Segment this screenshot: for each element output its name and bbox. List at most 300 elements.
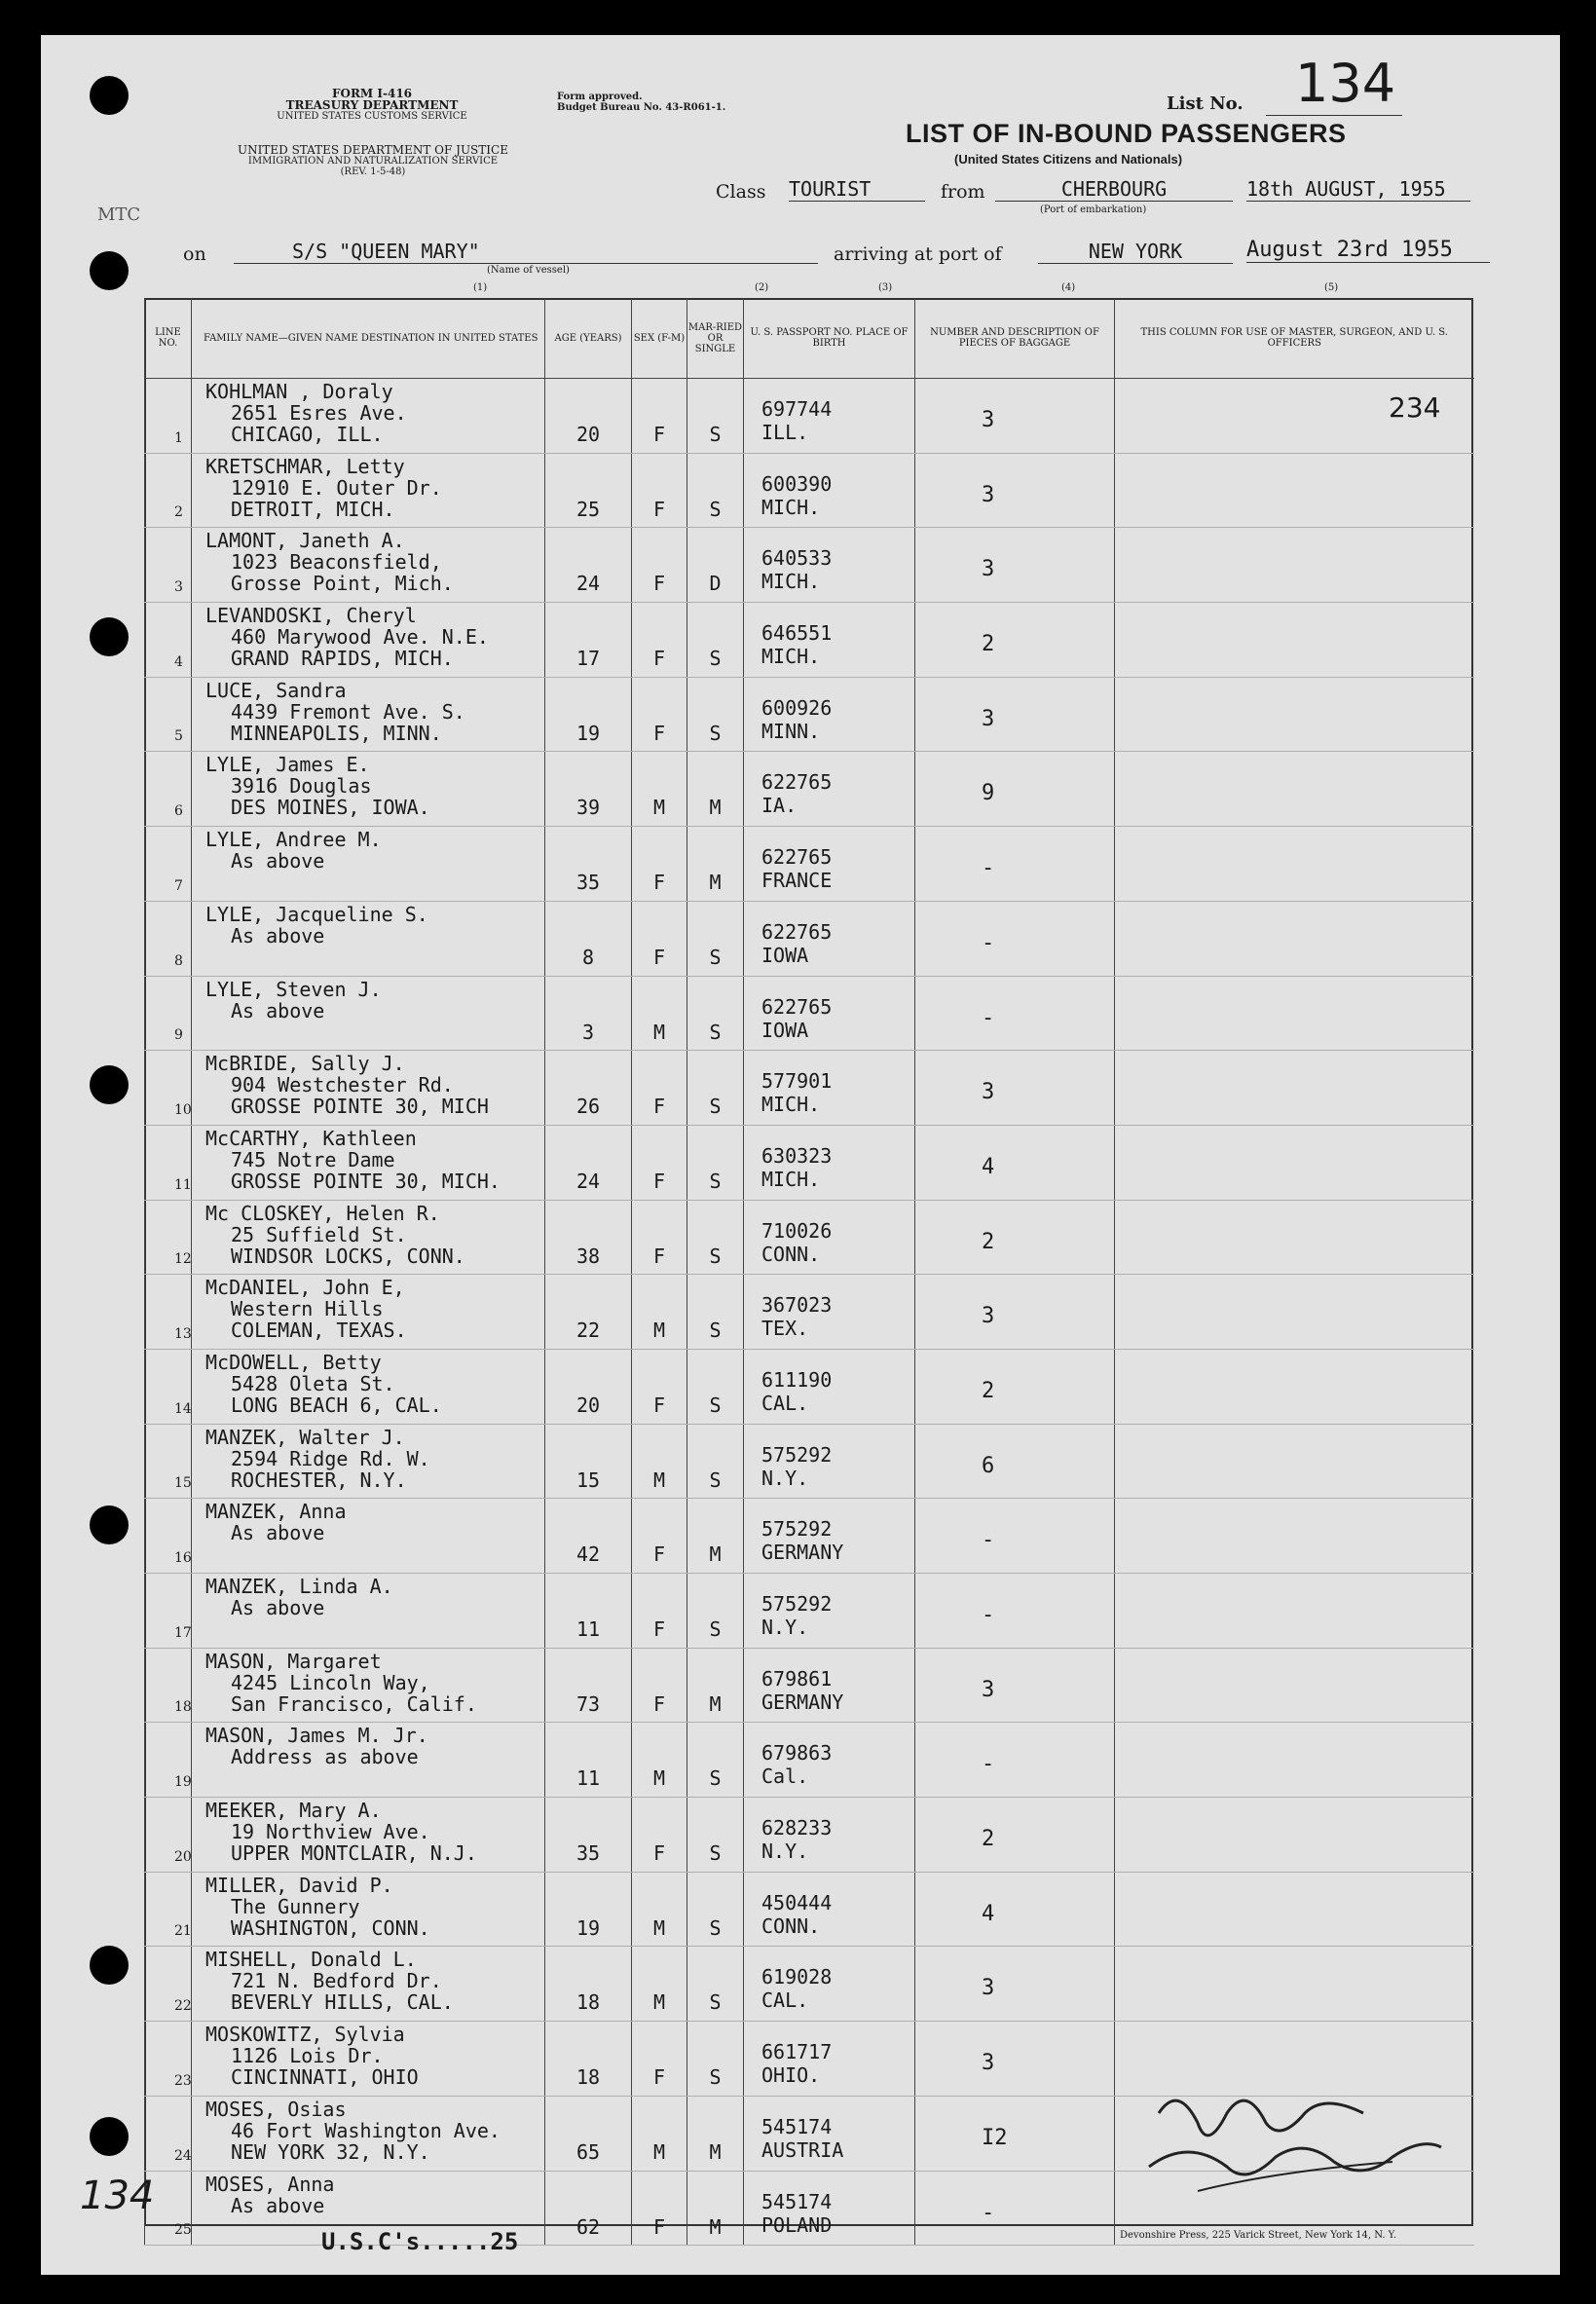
age-cell [545, 752, 632, 827]
line-cell [145, 1275, 192, 1350]
sex-cell [632, 1723, 687, 1798]
name-cell [192, 901, 545, 976]
age-value: 24 [575, 1169, 601, 1193]
age-cell [545, 1051, 632, 1126]
line-cell [145, 1051, 192, 1126]
table-row [145, 1798, 1474, 1873]
age-cell [545, 453, 632, 528]
place-of-birth: ILL. [761, 421, 809, 444]
baggage-count: 3 [982, 1304, 995, 1329]
place-of-birth: POLAND [761, 2212, 833, 2237]
age-value: 24 [575, 572, 601, 596]
age-cell [545, 528, 632, 603]
passport-cell [744, 2171, 915, 2246]
line-number: 24 [174, 2147, 192, 2164]
from-value: CHERBOURG [995, 177, 1233, 202]
baggage-count: 3 [982, 1976, 995, 2001]
marital-cell [687, 827, 744, 902]
baggage-count: 3 [982, 706, 995, 731]
marital-cell [687, 1275, 744, 1350]
table-row [145, 1947, 1474, 2022]
embark-note: (Port of embarkation) [1040, 204, 1147, 215]
marital-value: S [709, 1244, 722, 1268]
punch-hole [90, 76, 129, 115]
marital-cell [687, 2022, 744, 2097]
line-number: 19 [174, 1774, 192, 1791]
address-line-1: 2594 Ridge Rd. W. [231, 1446, 430, 1470]
line-number: 13 [174, 1325, 192, 1342]
sex-value: F [652, 1841, 666, 1866]
baggage-cell [915, 528, 1115, 603]
table-row [145, 603, 1474, 678]
baggage-count: 3 [982, 1677, 995, 1702]
line-cell [145, 1349, 192, 1424]
name-cell [192, 1723, 545, 1798]
line-number: 25 [174, 2222, 192, 2239]
baggage-count: 2 [982, 632, 995, 657]
passenger-name: MILLER, David P. [205, 1873, 393, 1897]
address-line-1: 2651 Esres Ave. [231, 401, 407, 425]
passenger-name: McDOWELL, Betty [205, 1350, 382, 1374]
address-line-1: 12910 E. Outer Dr. [231, 475, 442, 500]
place-of-birth: MICH. [761, 1167, 821, 1191]
address-line-2: ROCHESTER, N.Y. [231, 1468, 407, 1492]
sex-cell [632, 1648, 687, 1723]
remarks-cell [1115, 677, 1474, 752]
name-cell [192, 2022, 545, 2097]
line-number: 8 [174, 952, 183, 969]
remarks-cell [1115, 528, 1474, 603]
address-line-2: MINNEAPOLIS, MINN. [231, 721, 442, 745]
age-value: 35 [575, 871, 601, 895]
marital-value: D [709, 572, 722, 596]
baggage-count: - [982, 1528, 995, 1553]
line-cell [145, 1648, 192, 1723]
baggage-count: 4 [982, 1901, 995, 1926]
baggage-count: - [982, 1005, 995, 1030]
place-of-birth: FRANCE [761, 869, 833, 893]
marital-value: M [709, 1691, 722, 1716]
sex-value: M [652, 1915, 666, 1940]
passport-number: 622765 [761, 994, 833, 1019]
passport-cell [744, 677, 915, 752]
age-value: 11 [575, 1617, 601, 1641]
marital-value: M [709, 1542, 722, 1567]
sex-value: M [652, 1319, 666, 1343]
address-line-2: WASHINGTON, CONN. [231, 1915, 430, 1940]
baggage-count: 3 [982, 408, 995, 432]
marital-value: S [709, 1393, 722, 1417]
marital-cell [687, 2171, 744, 2246]
place-of-birth: N.Y. [761, 1839, 809, 1864]
line-cell [145, 1125, 192, 1200]
age-value: 15 [575, 1468, 601, 1492]
marital-cell [687, 453, 744, 528]
passenger-name: MOSES, Anna [205, 2172, 335, 2196]
age-cell [545, 2171, 632, 2246]
passport-number: 640533 [761, 546, 833, 571]
passport-number: 575292 [761, 1592, 833, 1616]
passport-cell [744, 1125, 915, 1200]
signature-scribble [1139, 2074, 1461, 2211]
baggage-cell [915, 1574, 1115, 1649]
line-cell [145, 1200, 192, 1275]
name-cell [192, 603, 545, 678]
punch-hole [90, 1946, 129, 1985]
marital-value: S [709, 945, 722, 969]
remarks-cell [1115, 901, 1474, 976]
address-line-1: 25 Suffield St. [231, 1222, 407, 1246]
place-of-birth: IOWA [761, 1018, 809, 1042]
line-number: 17 [174, 1624, 192, 1641]
marital-cell [687, 1499, 744, 1574]
passport-number: 577901 [761, 1069, 833, 1094]
passenger-name: KOHLMAN , Doraly [205, 380, 393, 403]
line-cell [145, 2022, 192, 2097]
marital-cell [687, 1648, 744, 1723]
remarks-cell [1115, 1349, 1474, 1424]
address-line-1: 904 Westchester Rd. [231, 1073, 454, 1097]
passenger-name: MANZEK, Anna [205, 1500, 347, 1524]
age-cell [545, 1574, 632, 1649]
marital-value: S [709, 647, 722, 671]
address-line-2: NEW YORK 32, N.Y. [231, 2139, 430, 2164]
sex-value: F [652, 1095, 666, 1119]
embark-date: 18th AUGUST, 1955 [1246, 177, 1470, 202]
address-line-2: San Francisco, Calif. [231, 1691, 477, 1716]
line-number: 14 [174, 1400, 192, 1417]
sex-value: F [652, 647, 666, 671]
marital-value: M [709, 2139, 722, 2164]
passport-number: 679861 [761, 1666, 833, 1691]
table-row [145, 379, 1474, 454]
baggage-cell [915, 1125, 1115, 1200]
line-number: 20 [174, 1848, 192, 1865]
line-cell [145, 379, 192, 454]
baggage-count: 6 [982, 1453, 995, 1478]
sex-value: F [652, 1617, 666, 1641]
treasury-dept: TREASURY DEPARTMENT [285, 98, 459, 112]
marital-cell [687, 1200, 744, 1275]
table-row [145, 528, 1474, 603]
baggage-cell [915, 901, 1115, 976]
sex-value: M [652, 1766, 666, 1791]
sex-cell [632, 1872, 687, 1947]
age-value: 20 [575, 1393, 601, 1417]
passport-cell [744, 1499, 915, 1574]
marital-value: S [709, 423, 722, 446]
sex-value: F [652, 945, 666, 969]
name-cell [192, 528, 545, 603]
age-cell [545, 827, 632, 902]
age-value: 19 [575, 1915, 601, 1940]
line-cell [145, 528, 192, 603]
age-cell [545, 1499, 632, 1574]
baggage-cell [915, 453, 1115, 528]
remarks-cell [1115, 1872, 1474, 1947]
sex-value: F [652, 2065, 666, 2090]
passport-number: 545174 [761, 2189, 833, 2213]
remarks-cell [1115, 1499, 1474, 1574]
passport-cell [744, 976, 915, 1051]
form-header-left [255, 88, 489, 122]
marital-value: M [709, 2214, 722, 2239]
class-value: TOURIST [789, 177, 925, 202]
age-value: 42 [575, 1542, 601, 1567]
table-row [145, 1424, 1474, 1499]
sex-cell [632, 752, 687, 827]
address-line-1: 46 Fort Washington Ave. [231, 2118, 501, 2142]
passport-number: 646551 [761, 621, 833, 646]
age-cell [545, 1798, 632, 1873]
baggage-count: - [982, 2200, 995, 2225]
address-line-1: The Gunnery [231, 1894, 360, 1918]
passenger-name: LUCE, Sandra [205, 678, 347, 702]
sex-cell [632, 2022, 687, 2097]
table-row [145, 1648, 1474, 1723]
address-line-1: 1126 Lois Dr. [231, 2044, 384, 2068]
passport-cell [744, 827, 915, 902]
table-row [145, 1125, 1474, 1200]
remarks-cell [1115, 1574, 1474, 1649]
sex-cell [632, 1574, 687, 1649]
marital-value: S [709, 1169, 722, 1193]
baggage-count: 3 [982, 482, 995, 507]
passenger-name: MOSES, Osias [205, 2097, 347, 2121]
col-name: FAMILY NAME—GIVEN NAME DESTINATION IN UNITED STATES [192, 298, 545, 379]
line-number: 6 [174, 803, 183, 820]
form-id: FORM I-416 [331, 87, 413, 100]
age-cell [545, 1125, 632, 1200]
passport-number: 545174 [761, 2114, 833, 2138]
address-line-1: As above [231, 998, 325, 1022]
age-cell [545, 1200, 632, 1275]
place-of-birth: CONN. [761, 1914, 821, 1938]
marital-value: S [709, 1095, 722, 1119]
sex-cell [632, 1349, 687, 1424]
passenger-name: McBRIDE, Sally J. [205, 1052, 405, 1076]
marital-value: S [709, 1841, 722, 1866]
col-remarks: THIS COLUMN FOR USE OF MASTER, SURGEON, AND U. S. OFFICERS [1115, 298, 1474, 379]
age-value: 73 [575, 1691, 601, 1716]
sex-value: F [652, 1542, 666, 1567]
address-line-2: COLEMAN, TEXAS. [231, 1319, 407, 1343]
address-line-1: 19 Northview Ave. [231, 1820, 430, 1844]
passport-number: 661717 [761, 2040, 833, 2064]
name-cell [192, 1947, 545, 2022]
age-cell [545, 1349, 632, 1424]
passport-number: 450444 [761, 1890, 833, 1914]
passport-cell [744, 901, 915, 976]
marital-cell [687, 2096, 744, 2171]
marital-value: S [709, 1915, 722, 1940]
sex-value: M [652, 1468, 666, 1492]
sex-cell [632, 603, 687, 678]
name-cell [192, 453, 545, 528]
sex-value: F [652, 572, 666, 596]
marital-value: S [709, 1319, 722, 1343]
sex-value: F [652, 1393, 666, 1417]
line-number: 5 [174, 728, 183, 745]
sex-value: F [652, 721, 666, 745]
table-row [145, 901, 1474, 976]
age-cell [545, 2096, 632, 2171]
col-age: AGE (YEARS) [545, 298, 632, 379]
address-line-1: As above [231, 1521, 325, 1545]
marital-value: S [709, 1468, 722, 1492]
table-row [145, 827, 1474, 902]
table-row [145, 1723, 1474, 1798]
address-line-1: 1023 Beaconsfield, [231, 550, 442, 575]
address-line-2: CINCINNATI, OHIO [231, 2065, 419, 2090]
place-of-birth: MINN. [761, 719, 821, 743]
age-value: 3 [581, 1020, 595, 1044]
passport-cell [744, 2096, 915, 2171]
baggage-count: 3 [982, 2051, 995, 2076]
sex-value: F [652, 423, 666, 446]
col-sex: SEX (F-M) [632, 298, 687, 379]
passenger-name: MASON, James M. Jr. [205, 1724, 428, 1748]
passport-cell [744, 1275, 915, 1350]
address-line-1: 745 Notre Dame [231, 1147, 395, 1171]
sex-cell [632, 1200, 687, 1275]
address-line-2: DETROIT, MICH. [231, 497, 395, 521]
doj: UNITED STATES DEPARTMENT OF JUSTICE [238, 143, 508, 157]
sex-cell [632, 1125, 687, 1200]
address-line-1: As above [231, 923, 325, 948]
address-line-1: 721 N. Bedford Dr. [231, 1969, 442, 1993]
baggage-count: I2 [982, 2125, 1008, 2150]
age-value: 11 [575, 1766, 601, 1791]
passport-cell [744, 752, 915, 827]
table-row [145, 1574, 1474, 1649]
baggage-cell [915, 827, 1115, 902]
passenger-table [144, 298, 1474, 2246]
address-line-2: BEVERLY HILLS, CAL. [231, 1990, 454, 2015]
place-of-birth: MICH. [761, 495, 821, 519]
line-cell [145, 1424, 192, 1499]
name-cell [192, 827, 545, 902]
marital-cell [687, 1723, 744, 1798]
passenger-name: McDANIEL, John E, [205, 1276, 405, 1300]
sex-cell [632, 677, 687, 752]
line-cell [145, 1499, 192, 1574]
remarks-cell [1115, 1648, 1474, 1723]
baggage-cell [915, 1424, 1115, 1499]
list-no-label: List No. [1167, 93, 1243, 114]
customs-service: UNITED STATES CUSTOMS SERVICE [277, 111, 467, 122]
marital-cell [687, 379, 744, 454]
passport-number: 575292 [761, 1517, 833, 1542]
baggage-cell [915, 677, 1115, 752]
age-value: 18 [575, 2065, 601, 2090]
on-label: on [183, 243, 206, 265]
passport-cell [744, 1051, 915, 1126]
baggage-count: 4 [982, 1154, 995, 1179]
age-value: 35 [575, 1841, 601, 1866]
passport-cell [744, 453, 915, 528]
baggage-count: - [982, 856, 995, 881]
address-line-2: Grosse Point, Mich. [231, 572, 454, 596]
marital-value: S [709, 1990, 722, 2015]
address-line-1: 4439 Fremont Ave. S. [231, 699, 465, 724]
col-num-5: (5) [1324, 282, 1339, 293]
baggage-cell [915, 1200, 1115, 1275]
margin-note: 134 [80, 2174, 155, 2218]
sex-value: M [652, 796, 666, 820]
address-line-1: Address as above [231, 1745, 419, 1769]
address-line-2: DES MOINES, IOWA. [231, 796, 430, 820]
name-cell [192, 1648, 545, 1723]
passenger-name: MASON, Margaret [205, 1649, 382, 1673]
passport-cell [744, 379, 915, 454]
form-approved-block [557, 92, 725, 113]
baggage-count: 9 [982, 781, 995, 806]
baggage-cell [915, 1499, 1115, 1574]
passport-number: 619028 [761, 1965, 833, 1989]
age-value: 39 [575, 796, 601, 820]
rev: (REV. 1-5-48) [340, 167, 406, 177]
passport-cell [744, 1723, 915, 1798]
age-cell [545, 1947, 632, 2022]
age-value: 38 [575, 1244, 601, 1268]
passport-number: 622765 [761, 845, 833, 870]
sex-value: F [652, 1691, 666, 1716]
baggage-cell [915, 976, 1115, 1051]
sex-cell [632, 1051, 687, 1126]
marital-cell [687, 1798, 744, 1873]
passport-number: 630323 [761, 1143, 833, 1168]
line-number: 9 [174, 1027, 183, 1044]
line-number: 1 [174, 429, 183, 446]
passport-cell [744, 1648, 915, 1723]
page-title: LIST OF IN-BOUND PASSENGERS [906, 119, 1347, 148]
sex-cell [632, 827, 687, 902]
arrival-port: NEW YORK [1038, 240, 1233, 264]
address-line-1: As above [231, 849, 325, 873]
age-value: 65 [575, 2139, 601, 2164]
line-cell [145, 1798, 192, 1873]
baggage-count: 3 [982, 557, 995, 582]
table-row [145, 1051, 1474, 1126]
name-cell [192, 1574, 545, 1649]
marital-value: S [709, 1766, 722, 1791]
passenger-name: MISHELL, Donald L. [205, 1948, 417, 1972]
line-cell [145, 1723, 192, 1798]
place-of-birth: IA. [761, 794, 798, 818]
line-number: 10 [174, 1101, 192, 1118]
page-subtitle: (United States Citizens and Nationals) [954, 152, 1183, 167]
sex-cell [632, 379, 687, 454]
baggage-count: - [982, 1603, 995, 1627]
passport-number: 600390 [761, 471, 833, 496]
arriving-label: arriving at port of [834, 243, 1002, 265]
line-number: 21 [174, 1923, 192, 1940]
table-row [145, 453, 1474, 528]
passport-number: 710026 [761, 1218, 833, 1243]
sex-cell [632, 2171, 687, 2246]
remarks-cell [1115, 453, 1474, 528]
passport-cell [744, 2022, 915, 2097]
table-row [145, 1349, 1474, 1424]
name-cell [192, 2096, 545, 2171]
passport-number: 575292 [761, 1442, 833, 1467]
age-value: 25 [575, 497, 601, 521]
marital-value: S [709, 1617, 722, 1641]
baggage-cell [915, 1872, 1115, 1947]
place-of-birth: IOWA [761, 943, 809, 967]
baggage-cell [915, 1723, 1115, 1798]
